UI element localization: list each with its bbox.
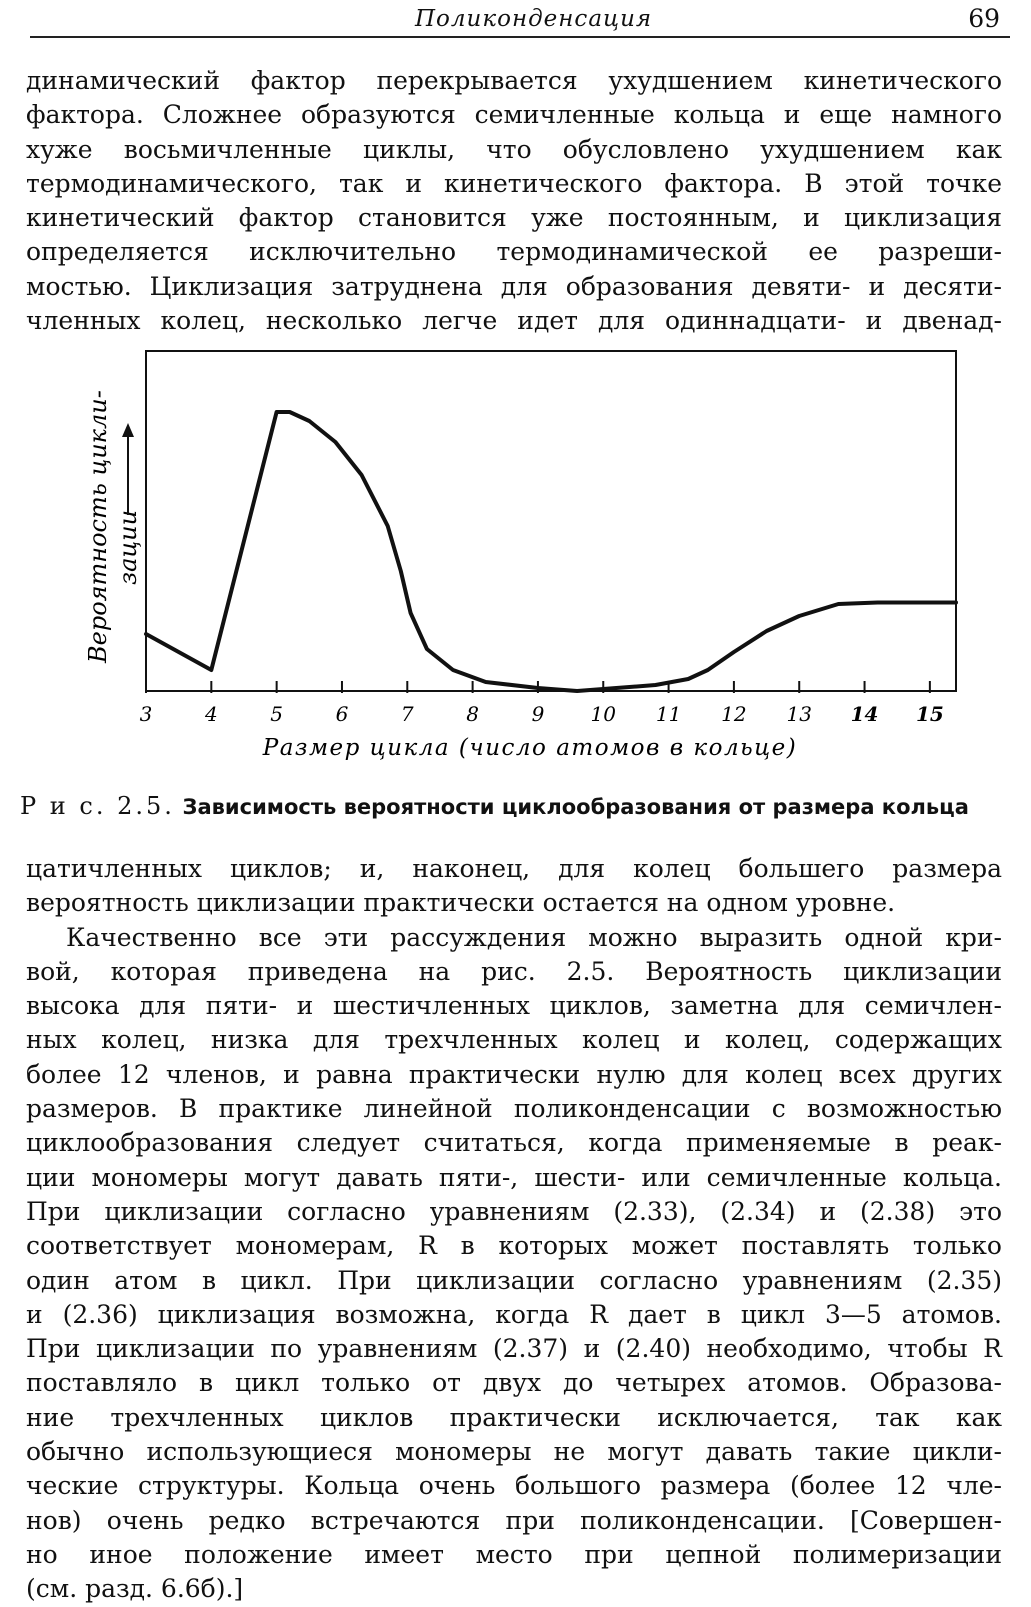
text-line: динамический фактор перекрывается ухудшением кинетического [26, 66, 1002, 95]
text-line: хуже восьмичленные циклы, что обусловлено ухудшением как [26, 134, 1002, 164]
text-line: Качественно все эти рассуждения можно выразить одной кри- [66, 922, 1002, 952]
x-tick-label: 5 [270, 702, 284, 726]
paragraph-top [26, 64, 1002, 338]
text-line: ных колец, низка для трехчленных колец и колец, содержащих [26, 1025, 1002, 1055]
paragraph-bottom [26, 852, 1002, 1607]
text-line: мостью. Циклизация затруднена для образования девяти- и десяти- [26, 271, 1002, 301]
text-line: (см. разд. 6.6б).] [26, 1574, 244, 1604]
figure-caption [20, 792, 1000, 820]
x-tick-label: 6 [335, 702, 349, 726]
text-line: вой, которая приведена на рис. 2.5. Вероятность циклизации [26, 956, 1002, 986]
text-line: обычно использующиеся мономеры не могут давать такие цикли- [26, 1437, 1002, 1467]
x-tick-label: 8 [466, 702, 479, 726]
text-line: определяется исключительно термодинамической ее разреши- [26, 237, 1002, 267]
text-line: высока для пяти- и шестичленных циклов, заметна для семичлен- [26, 991, 1002, 1021]
text-line: ции мономеры могут давать пяти-, шести- или семичленные кольца. [26, 1162, 1002, 1192]
figure-2-5 [78, 345, 978, 775]
x-tick-label: 10 [590, 702, 616, 726]
text-line: ние трехчленных циклов практически исключается, так как [26, 1402, 1002, 1432]
text-line: нов) очень редко встречаются при поликонденсации. [Совершен- [26, 1505, 1002, 1535]
text-line: фактора. Сложнее образуются семичленные кольца и еще намного [26, 100, 1002, 130]
x-tick-labels [140, 702, 944, 726]
x-tick-label: 12 [721, 702, 747, 726]
text-line: термодинамического, так и кинетического фактора. В этой точке [26, 168, 1002, 198]
text-line: При циклизации согласно уравнениям (2.33), (2.34) и (2.38) это [26, 1196, 1002, 1226]
y-axis-arrowhead [122, 423, 134, 437]
x-tick-label: 4 [204, 702, 218, 726]
text-line: циклообразования следует считаться, когда применяемые в реак- [26, 1128, 1002, 1158]
text-line: вероятность циклизации практически остается на одном уровне. [26, 888, 896, 918]
y-axis-label [84, 390, 142, 664]
page-number: 69 [968, 4, 1000, 33]
text-line: При циклизации по уравнениям (2.37) и (2.40) необходимо, чтобы R [26, 1334, 1002, 1364]
text-line: но иное положение имеет место при цепной полимеризации [26, 1539, 1002, 1569]
x-tick-label: 11 [655, 702, 682, 726]
text-line: и (2.36) циклизация возможна, когда R дает в цикл 3—5 атомов. [26, 1299, 1002, 1329]
text-line: соответствует мономерам, R в которых может поставлять только [26, 1231, 1002, 1261]
x-tick-label: 15 [915, 702, 944, 726]
plot-frame [146, 351, 956, 691]
x-tick-label: 3 [139, 702, 153, 726]
text-line: один атом в цикл. При циклизации согласно уравнениям (2.35) [26, 1265, 1002, 1295]
text-line: цатичленных циклов; и, наконец, для колец большего размера [26, 854, 1002, 883]
text-line: кинетический фактор становится уже постоянным, и циклизация [26, 203, 1002, 233]
figure-number: Р и с. 2.5. [20, 792, 175, 820]
x-tick-label: 13 [786, 702, 812, 726]
running-title: Поликонденсация [415, 6, 653, 32]
x-tick-label: 9 [531, 702, 545, 726]
x-tick-label: 14 [850, 702, 879, 726]
text-line: членных колец, несколько легче идет для одиннадцати- и двенад- [26, 306, 1002, 336]
y-axis-label-line1: Вероятность цикли- [84, 390, 112, 663]
figure-caption-text: Зависимость вероятности циклообразования от размера кольца [182, 795, 969, 819]
x-tick-label: 7 [400, 702, 414, 726]
text-line: поставляло в цикл только от двух до четырех атомов. Образова- [26, 1368, 1002, 1398]
y-axis-label-line2: зации [114, 509, 142, 585]
text-line: более 12 членов, и равна практически нулю для колец всех других [26, 1059, 1002, 1089]
text-line: ческие структуры. Кольца очень большого размера (более 12 чле- [26, 1471, 1002, 1501]
text-line: размеров. В практике линейной поликонденсации с возможностью [26, 1094, 1002, 1124]
running-header [30, 2, 1010, 38]
probability-curve [146, 412, 956, 691]
cyclization-chart [78, 345, 978, 775]
x-axis-label: Размер цикла (число атомов в кольце) [262, 735, 798, 761]
